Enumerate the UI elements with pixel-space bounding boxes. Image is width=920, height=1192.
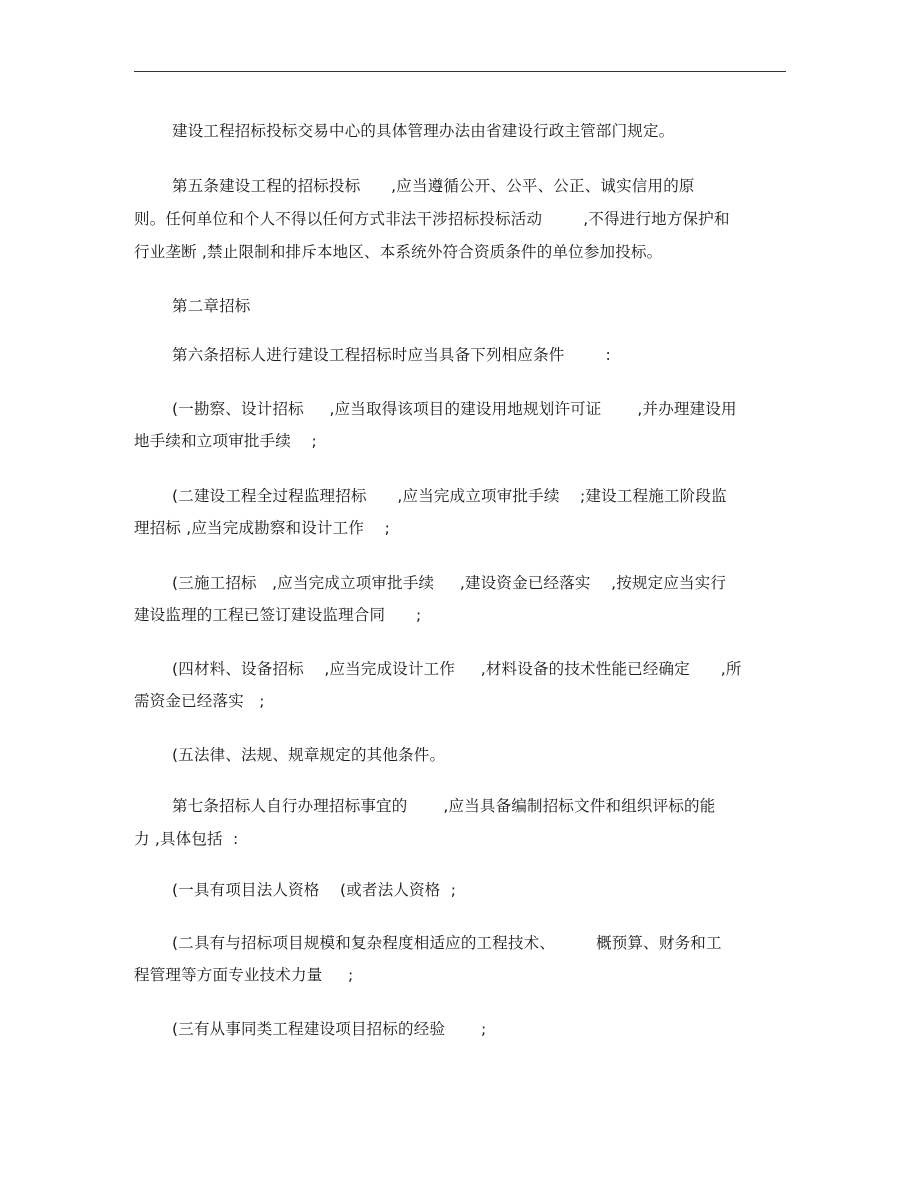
paragraph-line: 理招标 ,应当完成勘察和设计工作 ; [134,519,390,537]
chapter-heading: 第二章招标 [172,297,251,315]
paragraph-line: 建设工程招标投标交易中心的具体管理办法由省建设行政主管部门规定。 [172,122,675,140]
paragraph-line: (一具有项目法人资格 (或者法人资格 ; [172,881,457,899]
paragraph-line: (五法律、法规、规章规定的其他条件。 [172,746,446,764]
paragraph-line: (二具有与招标项目规模和复杂程度相适应的工程技术、 概预算、财务和工 [172,934,722,952]
paragraph-line: 建设监理的工程已签订建设监理合同 ; [134,606,422,624]
paragraph-line: (一勘察、设计招标 ,应当取得该项目的建设用地规划许可证 ,并办理建设用 [172,400,737,418]
paragraph-line: (三施工招标 ,应当完成立项审批手续 ,建设资金已经落实 ,按规定应当实行 [172,574,727,592]
paragraph-line: (四材料、设备招标 ,应当完成设计工作 ,材料设备的技术性能已经确定 ,所 [172,660,742,678]
paragraph-line: 第五条建设工程的招标投标 ,应当遵循公开、公平、公正、诚实信用的原 [172,177,695,195]
paragraph-line: 则。任何单位和个人不得以任何方式非法干涉招标投标活动 ,不得进行地方保护和 [134,210,730,228]
paragraph-line: (二建设工程全过程监理招标 ,应当完成立项审批手续 ;建设工程施工阶段监 [172,487,727,505]
paragraph-line: 第六条招标人进行建设工程招标时应当具备下列相应条件 : [172,346,611,364]
header-divider [134,71,786,72]
paragraph-line: 力 ,具体包括 : [134,830,239,848]
paragraph-line: (三有从事同类工程建设项目招标的经验 ; [172,1020,487,1038]
paragraph-line: 地手续和立项审批手续 ; [134,432,317,450]
paragraph-line: 行业垄断 ,禁止限制和排斥本地区、本系统外符合资质条件的单位参加投标。 [134,243,663,261]
paragraph-line: 需资金已经落实 ; [134,692,265,710]
paragraph-line: 程管理等方面专业技术力量 ; [134,966,354,984]
paragraph-line: 第七条招标人自行办理招标事宜的 ,应当具备编制招标文件和组织评标的能 [172,797,716,815]
